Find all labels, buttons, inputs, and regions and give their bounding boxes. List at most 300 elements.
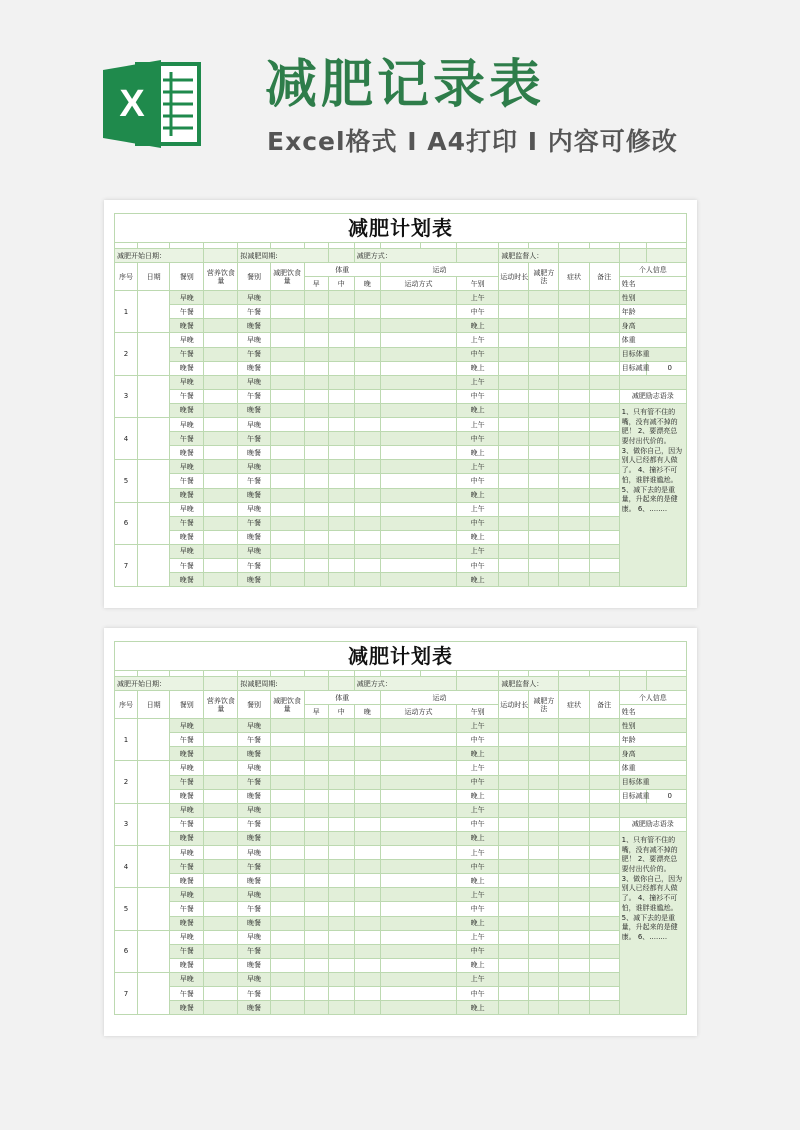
weight-evening-cell[interactable] xyxy=(354,916,380,930)
weight-noon-cell[interactable] xyxy=(328,930,354,944)
nutrition-cell[interactable] xyxy=(204,375,238,389)
exercise-method-cell[interactable] xyxy=(380,446,456,460)
nutrition-cell[interactable] xyxy=(204,846,238,860)
date-cell[interactable] xyxy=(138,333,170,375)
duration-cell[interactable] xyxy=(499,789,529,803)
weight-evening-cell[interactable] xyxy=(354,361,380,375)
duration-cell[interactable] xyxy=(499,761,529,775)
diet-cell[interactable] xyxy=(270,516,304,530)
loss-method-cell[interactable] xyxy=(529,474,559,488)
remark-cell[interactable] xyxy=(589,460,619,474)
diet-cell[interactable] xyxy=(270,558,304,572)
weight-evening-cell[interactable] xyxy=(354,888,380,902)
remark-cell[interactable] xyxy=(589,719,619,733)
duration-cell[interactable] xyxy=(499,831,529,845)
diet-cell[interactable] xyxy=(270,333,304,347)
weight-evening-cell[interactable] xyxy=(354,516,380,530)
loss-method-cell[interactable] xyxy=(529,803,559,817)
diet-cell[interactable] xyxy=(270,986,304,1000)
duration-cell[interactable] xyxy=(499,944,529,958)
diet-cell[interactable] xyxy=(270,544,304,558)
symptom-cell[interactable] xyxy=(559,375,589,389)
exercise-method-cell[interactable] xyxy=(380,558,456,572)
duration-cell[interactable] xyxy=(499,803,529,817)
weight-noon-cell[interactable] xyxy=(328,291,354,305)
weight-morning-cell[interactable] xyxy=(304,1001,328,1015)
symptom-cell[interactable] xyxy=(559,333,589,347)
symptom-cell[interactable] xyxy=(559,530,589,544)
symptom-cell[interactable] xyxy=(559,944,589,958)
diet-cell[interactable] xyxy=(270,502,304,516)
date-cell[interactable] xyxy=(138,375,170,417)
exercise-method-cell[interactable] xyxy=(380,986,456,1000)
duration-cell[interactable] xyxy=(499,747,529,761)
diet-cell[interactable] xyxy=(270,789,304,803)
weight-morning-cell[interactable] xyxy=(304,747,328,761)
weight-morning-cell[interactable] xyxy=(304,502,328,516)
weight-morning-cell[interactable] xyxy=(304,432,328,446)
weight-morning-cell[interactable] xyxy=(304,902,328,916)
weight-noon-cell[interactable] xyxy=(328,530,354,544)
remark-cell[interactable] xyxy=(589,530,619,544)
loss-method-cell[interactable] xyxy=(529,558,559,572)
duration-cell[interactable] xyxy=(499,972,529,986)
weight-evening-cell[interactable] xyxy=(354,333,380,347)
duration-cell[interactable] xyxy=(499,860,529,874)
diet-cell[interactable] xyxy=(270,803,304,817)
nutrition-cell[interactable] xyxy=(204,761,238,775)
duration-cell[interactable] xyxy=(499,733,529,747)
weight-morning-cell[interactable] xyxy=(304,930,328,944)
loss-method-cell[interactable] xyxy=(529,888,559,902)
duration-cell[interactable] xyxy=(499,389,529,403)
symptom-cell[interactable] xyxy=(559,573,589,587)
symptom-cell[interactable] xyxy=(559,361,589,375)
weight-evening-cell[interactable] xyxy=(354,474,380,488)
weight-evening-cell[interactable] xyxy=(354,319,380,333)
weight-noon-cell[interactable] xyxy=(328,474,354,488)
symptom-cell[interactable] xyxy=(559,817,589,831)
date-cell[interactable] xyxy=(138,460,170,502)
symptom-cell[interactable] xyxy=(559,319,589,333)
diet-cell[interactable] xyxy=(270,389,304,403)
weight-evening-cell[interactable] xyxy=(354,902,380,916)
duration-cell[interactable] xyxy=(499,846,529,860)
weight-morning-cell[interactable] xyxy=(304,291,328,305)
exercise-method-cell[interactable] xyxy=(380,361,456,375)
loss-method-cell[interactable] xyxy=(529,333,559,347)
weight-evening-cell[interactable] xyxy=(354,558,380,572)
weight-noon-cell[interactable] xyxy=(328,389,354,403)
weight-noon-cell[interactable] xyxy=(328,333,354,347)
method-value[interactable] xyxy=(457,677,499,691)
diet-cell[interactable] xyxy=(270,305,304,319)
remark-cell[interactable] xyxy=(589,1001,619,1015)
remark-cell[interactable] xyxy=(589,474,619,488)
loss-method-cell[interactable] xyxy=(529,930,559,944)
weight-morning-cell[interactable] xyxy=(304,389,328,403)
weight-noon-cell[interactable] xyxy=(328,761,354,775)
duration-cell[interactable] xyxy=(499,874,529,888)
weight-evening-cell[interactable] xyxy=(354,846,380,860)
exercise-method-cell[interactable] xyxy=(380,375,456,389)
nutrition-cell[interactable] xyxy=(204,902,238,916)
weight-morning-cell[interactable] xyxy=(304,986,328,1000)
nutrition-cell[interactable] xyxy=(204,418,238,432)
weight-evening-cell[interactable] xyxy=(354,291,380,305)
diet-cell[interactable] xyxy=(270,488,304,502)
weight-evening-cell[interactable] xyxy=(354,432,380,446)
loss-method-cell[interactable] xyxy=(529,403,559,417)
diet-cell[interactable] xyxy=(270,530,304,544)
weight-evening-cell[interactable] xyxy=(354,831,380,845)
exercise-method-cell[interactable] xyxy=(380,474,456,488)
duration-cell[interactable] xyxy=(499,333,529,347)
nutrition-cell[interactable] xyxy=(204,291,238,305)
weight-evening-cell[interactable] xyxy=(354,502,380,516)
exercise-method-cell[interactable] xyxy=(380,733,456,747)
loss-method-cell[interactable] xyxy=(529,319,559,333)
exercise-method-cell[interactable] xyxy=(380,803,456,817)
remark-cell[interactable] xyxy=(589,972,619,986)
exercise-method-cell[interactable] xyxy=(380,944,456,958)
nutrition-cell[interactable] xyxy=(204,986,238,1000)
exercise-method-cell[interactable] xyxy=(380,432,456,446)
exercise-method-cell[interactable] xyxy=(380,958,456,972)
start-date-value[interactable] xyxy=(204,249,238,263)
remark-cell[interactable] xyxy=(589,930,619,944)
diet-cell[interactable] xyxy=(270,902,304,916)
symptom-cell[interactable] xyxy=(559,789,589,803)
exercise-method-cell[interactable] xyxy=(380,747,456,761)
duration-cell[interactable] xyxy=(499,558,529,572)
exercise-method-cell[interactable] xyxy=(380,972,456,986)
weight-morning-cell[interactable] xyxy=(304,789,328,803)
weight-noon-cell[interactable] xyxy=(328,789,354,803)
exercise-method-cell[interactable] xyxy=(380,902,456,916)
weight-morning-cell[interactable] xyxy=(304,916,328,930)
weight-evening-cell[interactable] xyxy=(354,930,380,944)
nutrition-cell[interactable] xyxy=(204,432,238,446)
supervisor-value[interactable] xyxy=(559,249,619,263)
duration-cell[interactable] xyxy=(499,347,529,361)
weight-morning-cell[interactable] xyxy=(304,817,328,831)
nutrition-cell[interactable] xyxy=(204,789,238,803)
remark-cell[interactable] xyxy=(589,446,619,460)
symptom-cell[interactable] xyxy=(559,460,589,474)
weight-morning-cell[interactable] xyxy=(304,516,328,530)
exercise-method-cell[interactable] xyxy=(380,544,456,558)
weight-morning-cell[interactable] xyxy=(304,403,328,417)
remark-cell[interactable] xyxy=(589,761,619,775)
nutrition-cell[interactable] xyxy=(204,474,238,488)
diet-cell[interactable] xyxy=(270,460,304,474)
loss-method-cell[interactable] xyxy=(529,846,559,860)
diet-cell[interactable] xyxy=(270,719,304,733)
remark-cell[interactable] xyxy=(589,305,619,319)
exercise-method-cell[interactable] xyxy=(380,916,456,930)
weight-evening-cell[interactable] xyxy=(354,958,380,972)
weight-noon-cell[interactable] xyxy=(328,958,354,972)
loss-method-cell[interactable] xyxy=(529,544,559,558)
nutrition-cell[interactable] xyxy=(204,719,238,733)
diet-cell[interactable] xyxy=(270,1001,304,1015)
duration-cell[interactable] xyxy=(499,291,529,305)
loss-method-cell[interactable] xyxy=(529,817,559,831)
symptom-cell[interactable] xyxy=(559,775,589,789)
nutrition-cell[interactable] xyxy=(204,333,238,347)
remark-cell[interactable] xyxy=(589,432,619,446)
diet-cell[interactable] xyxy=(270,375,304,389)
nutrition-cell[interactable] xyxy=(204,347,238,361)
diet-cell[interactable] xyxy=(270,747,304,761)
weight-noon-cell[interactable] xyxy=(328,831,354,845)
nutrition-cell[interactable] xyxy=(204,817,238,831)
weight-noon-cell[interactable] xyxy=(328,846,354,860)
diet-cell[interactable] xyxy=(270,874,304,888)
remark-cell[interactable] xyxy=(589,733,619,747)
diet-cell[interactable] xyxy=(270,446,304,460)
diet-cell[interactable] xyxy=(270,432,304,446)
loss-method-cell[interactable] xyxy=(529,347,559,361)
symptom-cell[interactable] xyxy=(559,502,589,516)
exercise-method-cell[interactable] xyxy=(380,319,456,333)
weight-evening-cell[interactable] xyxy=(354,775,380,789)
remark-cell[interactable] xyxy=(589,516,619,530)
weight-noon-cell[interactable] xyxy=(328,516,354,530)
duration-cell[interactable] xyxy=(499,403,529,417)
nutrition-cell[interactable] xyxy=(204,361,238,375)
nutrition-cell[interactable] xyxy=(204,874,238,888)
nutrition-cell[interactable] xyxy=(204,831,238,845)
weight-noon-cell[interactable] xyxy=(328,1001,354,1015)
duration-cell[interactable] xyxy=(499,775,529,789)
symptom-cell[interactable] xyxy=(559,803,589,817)
weight-noon-cell[interactable] xyxy=(328,803,354,817)
exercise-method-cell[interactable] xyxy=(380,305,456,319)
weight-noon-cell[interactable] xyxy=(328,403,354,417)
exercise-method-cell[interactable] xyxy=(380,775,456,789)
date-cell[interactable] xyxy=(138,888,170,930)
symptom-cell[interactable] xyxy=(559,516,589,530)
diet-cell[interactable] xyxy=(270,831,304,845)
symptom-cell[interactable] xyxy=(559,488,589,502)
nutrition-cell[interactable] xyxy=(204,389,238,403)
symptom-cell[interactable] xyxy=(559,1001,589,1015)
exercise-method-cell[interactable] xyxy=(380,291,456,305)
weight-noon-cell[interactable] xyxy=(328,775,354,789)
weight-evening-cell[interactable] xyxy=(354,733,380,747)
weight-morning-cell[interactable] xyxy=(304,361,328,375)
exercise-method-cell[interactable] xyxy=(380,1001,456,1015)
weight-morning-cell[interactable] xyxy=(304,530,328,544)
duration-cell[interactable] xyxy=(499,573,529,587)
weight-noon-cell[interactable] xyxy=(328,888,354,902)
duration-cell[interactable] xyxy=(499,502,529,516)
nutrition-cell[interactable] xyxy=(204,305,238,319)
symptom-cell[interactable] xyxy=(559,930,589,944)
symptom-cell[interactable] xyxy=(559,747,589,761)
diet-cell[interactable] xyxy=(270,958,304,972)
weight-noon-cell[interactable] xyxy=(328,418,354,432)
nutrition-cell[interactable] xyxy=(204,958,238,972)
weight-noon-cell[interactable] xyxy=(328,347,354,361)
remark-cell[interactable] xyxy=(589,558,619,572)
symptom-cell[interactable] xyxy=(559,958,589,972)
weight-morning-cell[interactable] xyxy=(304,375,328,389)
date-cell[interactable] xyxy=(138,846,170,888)
loss-method-cell[interactable] xyxy=(529,986,559,1000)
weight-noon-cell[interactable] xyxy=(328,986,354,1000)
exercise-method-cell[interactable] xyxy=(380,789,456,803)
weight-morning-cell[interactable] xyxy=(304,319,328,333)
remark-cell[interactable] xyxy=(589,333,619,347)
loss-method-cell[interactable] xyxy=(529,916,559,930)
weight-evening-cell[interactable] xyxy=(354,1001,380,1015)
symptom-cell[interactable] xyxy=(559,403,589,417)
loss-method-cell[interactable] xyxy=(529,775,559,789)
date-cell[interactable] xyxy=(138,544,170,586)
symptom-cell[interactable] xyxy=(559,291,589,305)
exercise-method-cell[interactable] xyxy=(380,530,456,544)
nutrition-cell[interactable] xyxy=(204,747,238,761)
remark-cell[interactable] xyxy=(589,775,619,789)
nutrition-cell[interactable] xyxy=(204,775,238,789)
remark-cell[interactable] xyxy=(589,831,619,845)
loss-method-cell[interactable] xyxy=(529,972,559,986)
symptom-cell[interactable] xyxy=(559,846,589,860)
exercise-method-cell[interactable] xyxy=(380,418,456,432)
loss-method-cell[interactable] xyxy=(529,902,559,916)
weight-morning-cell[interactable] xyxy=(304,761,328,775)
weight-noon-cell[interactable] xyxy=(328,432,354,446)
weight-evening-cell[interactable] xyxy=(354,446,380,460)
weight-morning-cell[interactable] xyxy=(304,733,328,747)
loss-method-cell[interactable] xyxy=(529,944,559,958)
weight-evening-cell[interactable] xyxy=(354,719,380,733)
planned-period-value[interactable] xyxy=(328,677,354,691)
remark-cell[interactable] xyxy=(589,874,619,888)
weight-evening-cell[interactable] xyxy=(354,460,380,474)
exercise-method-cell[interactable] xyxy=(380,719,456,733)
diet-cell[interactable] xyxy=(270,817,304,831)
weight-noon-cell[interactable] xyxy=(328,817,354,831)
weight-evening-cell[interactable] xyxy=(354,418,380,432)
diet-cell[interactable] xyxy=(270,403,304,417)
loss-method-cell[interactable] xyxy=(529,305,559,319)
symptom-cell[interactable] xyxy=(559,347,589,361)
symptom-cell[interactable] xyxy=(559,831,589,845)
weight-morning-cell[interactable] xyxy=(304,775,328,789)
nutrition-cell[interactable] xyxy=(204,888,238,902)
loss-method-cell[interactable] xyxy=(529,874,559,888)
loss-method-cell[interactable] xyxy=(529,860,559,874)
exercise-method-cell[interactable] xyxy=(380,460,456,474)
diet-cell[interactable] xyxy=(270,573,304,587)
loss-method-cell[interactable] xyxy=(529,719,559,733)
weight-noon-cell[interactable] xyxy=(328,305,354,319)
remark-cell[interactable] xyxy=(589,573,619,587)
nutrition-cell[interactable] xyxy=(204,403,238,417)
weight-noon-cell[interactable] xyxy=(328,747,354,761)
weight-noon-cell[interactable] xyxy=(328,319,354,333)
weight-morning-cell[interactable] xyxy=(304,831,328,845)
diet-cell[interactable] xyxy=(270,761,304,775)
duration-cell[interactable] xyxy=(499,1001,529,1015)
weight-evening-cell[interactable] xyxy=(354,944,380,958)
loss-method-cell[interactable] xyxy=(529,375,559,389)
nutrition-cell[interactable] xyxy=(204,544,238,558)
loss-method-cell[interactable] xyxy=(529,446,559,460)
exercise-method-cell[interactable] xyxy=(380,502,456,516)
weight-evening-cell[interactable] xyxy=(354,803,380,817)
supervisor-value[interactable] xyxy=(559,677,619,691)
nutrition-cell[interactable] xyxy=(204,516,238,530)
exercise-method-cell[interactable] xyxy=(380,860,456,874)
exercise-method-cell[interactable] xyxy=(380,761,456,775)
symptom-cell[interactable] xyxy=(559,544,589,558)
symptom-cell[interactable] xyxy=(559,972,589,986)
weight-evening-cell[interactable] xyxy=(354,530,380,544)
symptom-cell[interactable] xyxy=(559,888,589,902)
exercise-method-cell[interactable] xyxy=(380,488,456,502)
loss-method-cell[interactable] xyxy=(529,831,559,845)
exercise-method-cell[interactable] xyxy=(380,874,456,888)
symptom-cell[interactable] xyxy=(559,389,589,403)
weight-noon-cell[interactable] xyxy=(328,944,354,958)
weight-noon-cell[interactable] xyxy=(328,916,354,930)
remark-cell[interactable] xyxy=(589,817,619,831)
remark-cell[interactable] xyxy=(589,986,619,1000)
exercise-method-cell[interactable] xyxy=(380,930,456,944)
weight-noon-cell[interactable] xyxy=(328,719,354,733)
diet-cell[interactable] xyxy=(270,347,304,361)
diet-cell[interactable] xyxy=(270,775,304,789)
exercise-method-cell[interactable] xyxy=(380,333,456,347)
date-cell[interactable] xyxy=(138,972,170,1014)
remark-cell[interactable] xyxy=(589,418,619,432)
loss-method-cell[interactable] xyxy=(529,733,559,747)
diet-cell[interactable] xyxy=(270,733,304,747)
loss-method-cell[interactable] xyxy=(529,747,559,761)
nutrition-cell[interactable] xyxy=(204,460,238,474)
diet-cell[interactable] xyxy=(270,930,304,944)
weight-noon-cell[interactable] xyxy=(328,361,354,375)
nutrition-cell[interactable] xyxy=(204,803,238,817)
weight-noon-cell[interactable] xyxy=(328,558,354,572)
weight-evening-cell[interactable] xyxy=(354,347,380,361)
loss-method-cell[interactable] xyxy=(529,488,559,502)
weight-morning-cell[interactable] xyxy=(304,488,328,502)
loss-method-cell[interactable] xyxy=(529,761,559,775)
duration-cell[interactable] xyxy=(499,544,529,558)
weight-noon-cell[interactable] xyxy=(328,860,354,874)
symptom-cell[interactable] xyxy=(559,446,589,460)
remark-cell[interactable] xyxy=(589,389,619,403)
exercise-method-cell[interactable] xyxy=(380,403,456,417)
diet-cell[interactable] xyxy=(270,860,304,874)
duration-cell[interactable] xyxy=(499,930,529,944)
weight-morning-cell[interactable] xyxy=(304,958,328,972)
weight-evening-cell[interactable] xyxy=(354,488,380,502)
duration-cell[interactable] xyxy=(499,418,529,432)
duration-cell[interactable] xyxy=(499,916,529,930)
weight-evening-cell[interactable] xyxy=(354,817,380,831)
weight-morning-cell[interactable] xyxy=(304,874,328,888)
symptom-cell[interactable] xyxy=(559,432,589,446)
diet-cell[interactable] xyxy=(270,888,304,902)
remark-cell[interactable] xyxy=(589,319,619,333)
